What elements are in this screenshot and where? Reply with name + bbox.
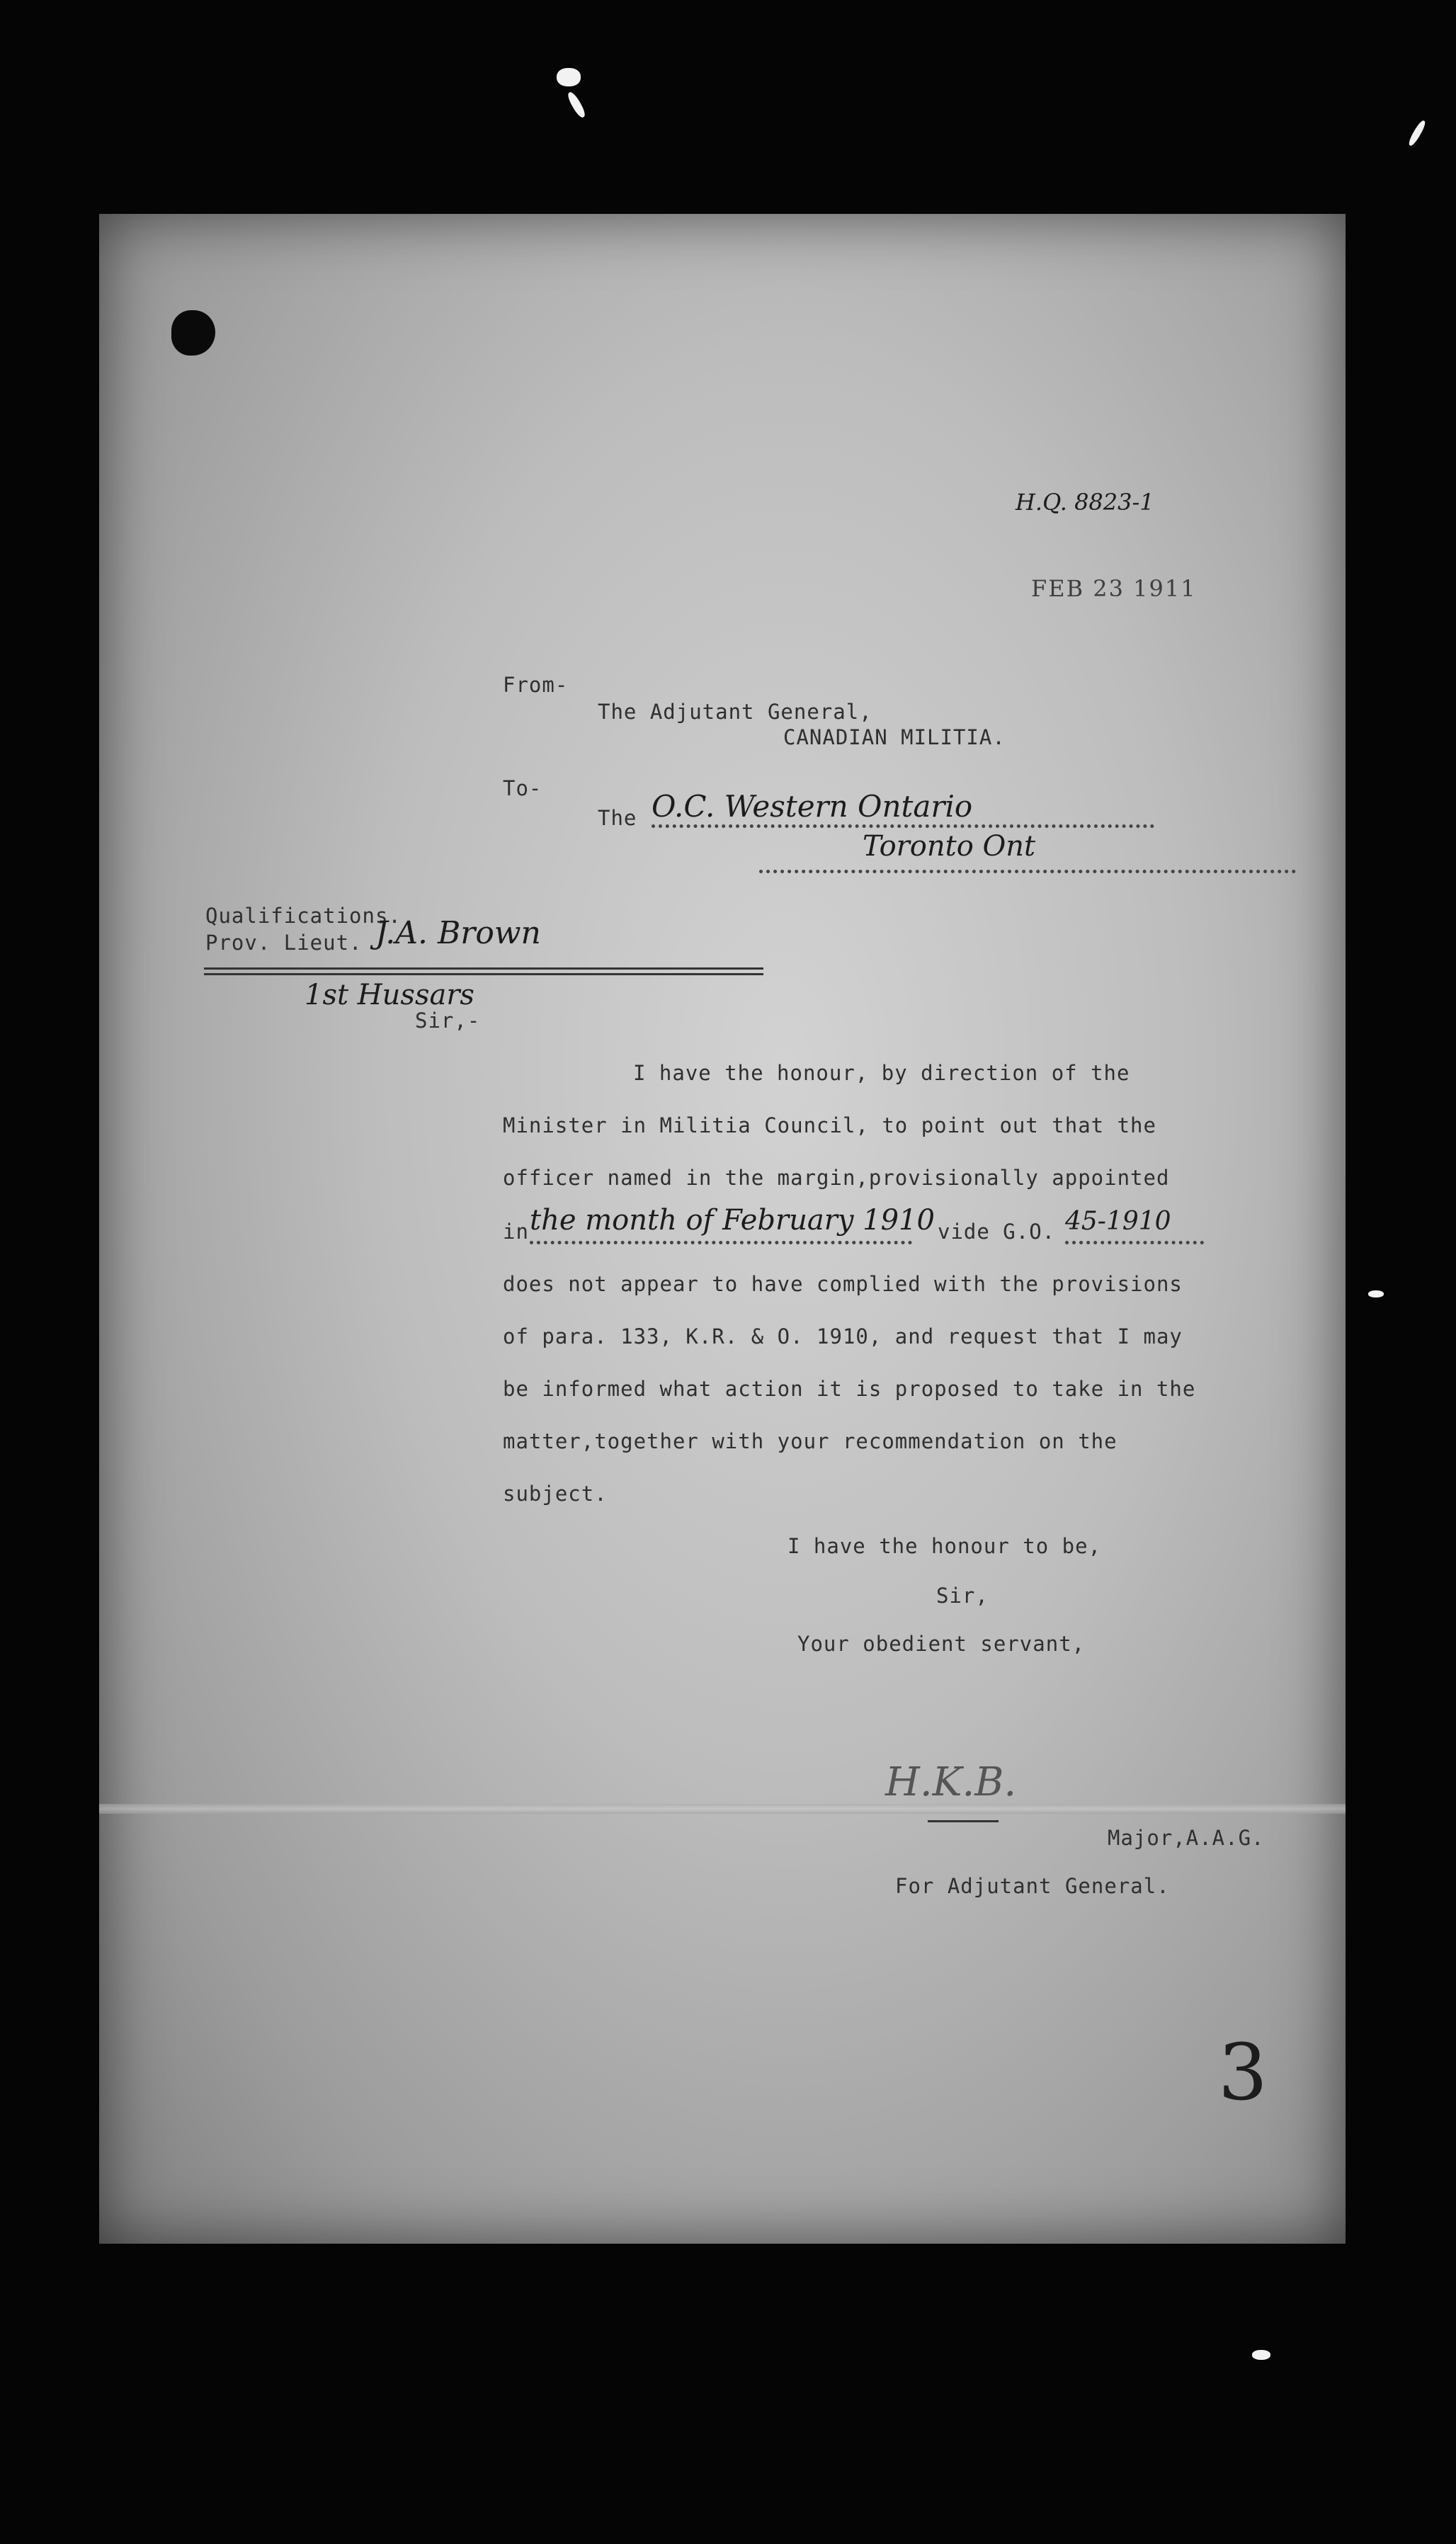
from-line-2: CANADIAN MILITIA. [783, 725, 1006, 749]
body-line-9: subject. [503, 1482, 608, 1506]
body-line-4-handwritten: the month of February 1910 [530, 1204, 935, 1237]
body-line-1: I have the honour, by direction of the [633, 1061, 1130, 1085]
closing-line-2: Sir, [936, 1584, 989, 1608]
body-line-5: does not appear to have complied with the provisions [503, 1272, 1183, 1296]
body-line-2: Minister in Militia Council, to point out that the [503, 1113, 1156, 1137]
film-speck [1407, 119, 1428, 147]
closing-line-1: I have the honour to be, [787, 1534, 1102, 1558]
from-label: From- [503, 673, 569, 697]
month-dotted-line [530, 1241, 912, 1244]
date-stamp: FEB 23 1911 [1031, 575, 1197, 602]
letter-sheet [99, 214, 1346, 2244]
closing-line-3: Your obedient servant, [797, 1632, 1086, 1656]
to-prefix: The [598, 806, 637, 830]
film-speck [557, 68, 581, 86]
body-line-4-go: 45-1910 [1065, 1207, 1171, 1236]
body-line-4-prefix: in [503, 1220, 529, 1244]
signature-rank: Major,A.A.G. [1108, 1826, 1265, 1850]
signature-initials: H.K.B. [885, 1759, 1017, 1805]
subject-officer: J.A. Brown [375, 915, 541, 951]
body-line-6: of para. 133, K.R. & O. 1910, and request that I may [503, 1324, 1183, 1348]
recipient-dotted-line [652, 824, 1154, 828]
place-dotted-line [759, 870, 1296, 873]
film-speck [1368, 1290, 1384, 1297]
signature-for: For Adjutant General. [895, 1874, 1170, 1898]
subject-line-2-prefix: Prov. Lieut. [205, 931, 363, 955]
subject-underline [204, 967, 763, 970]
body-line-7: be informed what action it is proposed to take in the [503, 1377, 1196, 1401]
body-line-4-mid: vide G.O. [938, 1220, 1056, 1244]
from-line-1: The Adjutant General, [598, 700, 872, 724]
subject-unit: 1st Hussars [305, 979, 474, 1011]
salutation: Sir,- [415, 1009, 481, 1033]
to-place: Toronto Ont [863, 830, 1036, 863]
paper-fold [99, 1804, 1346, 1814]
body-line-8: matter,together with your recommendation on the [503, 1429, 1117, 1453]
to-recipient: O.C. Western Ontario [652, 789, 973, 824]
reference-number: H.Q. 8823-1 [1016, 489, 1154, 516]
subject-line-1: Qualifications. [205, 904, 402, 928]
film-speck [1252, 2350, 1270, 2360]
punch-hole [171, 310, 215, 356]
to-label: To- [503, 776, 542, 800]
go-dotted-line [1065, 1241, 1204, 1244]
film-speck [566, 91, 587, 120]
signature-underline [928, 1820, 999, 1822]
page-number: 3 [1218, 2027, 1268, 2118]
subject-underline-2 [204, 973, 763, 975]
body-line-3: officer named in the margin,provisionally appointed [503, 1166, 1170, 1190]
